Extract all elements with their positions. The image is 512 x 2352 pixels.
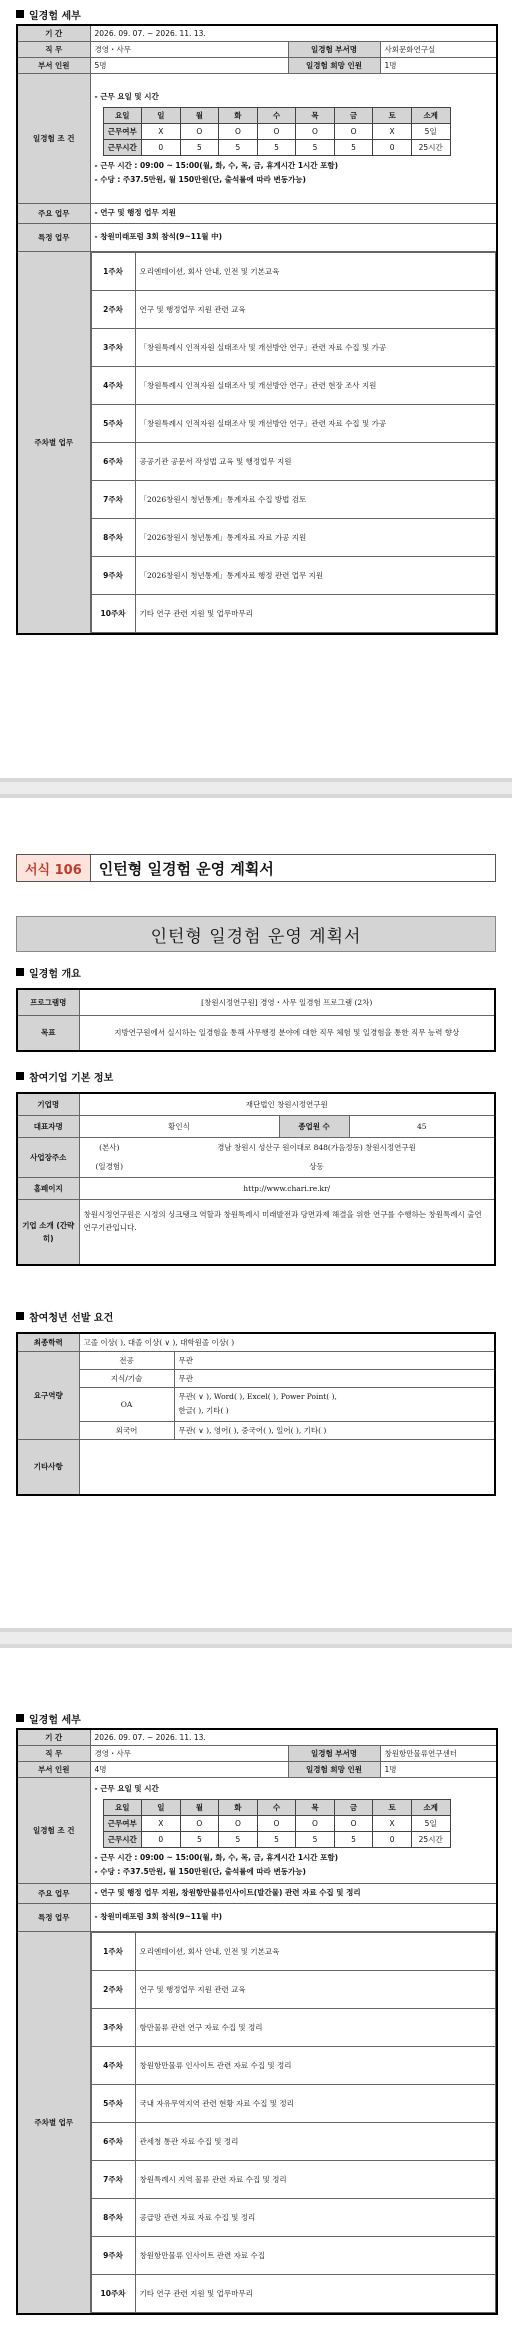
label-edu: 최종학력 xyxy=(17,1333,79,1351)
day-header: 소계 xyxy=(411,1799,450,1815)
week-no: 8주차 xyxy=(91,518,135,556)
day-header: 일 xyxy=(142,1799,181,1815)
day-header: 금 xyxy=(334,1799,373,1815)
label-company: 기업명 xyxy=(17,1093,79,1115)
week-no: 2주차 xyxy=(91,1970,135,2008)
main-value: - 연구 및 행정 업무 지원, 창원항만물류인사이트(발간물) 관련 자료 수집 및 정리 xyxy=(90,1883,497,1903)
week-no: 2주차 xyxy=(91,290,135,328)
section-heading xyxy=(0,1068,512,1084)
homepage-link[interactable]: http://www.chari.re.kr/ xyxy=(79,1177,495,1199)
row-label: 근무시간 xyxy=(103,139,142,155)
label-lang: 외국어 xyxy=(79,1421,174,1439)
row-label: 근무여부 xyxy=(103,1815,142,1831)
week-no: 7주차 xyxy=(91,480,135,518)
square-bullet-icon xyxy=(16,1714,24,1722)
label-ceo: 대표자명 xyxy=(17,1115,79,1137)
cell: X xyxy=(373,123,412,139)
day-header: 목 xyxy=(296,107,335,123)
label-special: 특정 업무 xyxy=(17,223,90,251)
cell: 5 xyxy=(180,1831,219,1847)
week-no: 8주차 xyxy=(91,2198,135,2236)
cell: 5 xyxy=(296,1831,335,1847)
detail-table-2 xyxy=(16,1728,498,2315)
cell: O xyxy=(334,1815,373,1831)
page-3 xyxy=(0,1648,512,2352)
week-no: 5주차 xyxy=(91,2084,135,2122)
job-value: 경영・사무 xyxy=(90,1745,288,1761)
square-bullet-icon xyxy=(16,968,24,976)
label-weekly: 주차별 업무 xyxy=(17,1931,90,2314)
week-task: 기타 연구 관련 지원 및 업무마무리 xyxy=(135,594,496,632)
label-staff: 부서 인원 xyxy=(17,1761,90,1777)
section-heading xyxy=(0,1710,512,1726)
detail-table-1 xyxy=(16,24,498,635)
special-value: - 창원미래포럼 3회 참석(9~11월 中) xyxy=(90,223,497,251)
square-bullet-icon xyxy=(16,1312,24,1320)
day-header: 월 xyxy=(180,1799,219,1815)
cell: X xyxy=(142,123,181,139)
form-title-box xyxy=(16,854,496,882)
addr-work-tag: (일경험) xyxy=(79,1157,139,1177)
day-header: 요일 xyxy=(103,107,142,123)
etc-value xyxy=(79,1439,495,1495)
overview-section xyxy=(0,964,512,1052)
label-cond: 일경험 조 건 xyxy=(17,1777,90,1883)
cell: 5 xyxy=(219,1831,258,1847)
cell: O xyxy=(257,1815,296,1831)
cell: 0 xyxy=(373,139,412,155)
cond-title: - 근무 요일 및 시간 xyxy=(94,91,159,101)
week-task: 창원항만물류 인사이트 관련 자료 수집 및 정리 xyxy=(135,2046,496,2084)
intro-value: 창원시정연구원은 시정의 싱크탱크 역할과 창원특례시 미래발전과 당면과제 해결을 위한 연구를 수행하는 창원특례시 출연 연구기관입니다. xyxy=(79,1199,495,1265)
label-oa: OA xyxy=(79,1387,174,1421)
youth-section xyxy=(0,1308,512,1496)
dept-value: 창원항만물류연구센터 xyxy=(380,1745,497,1761)
lang-value: 무관( ∨ ), 영어( ), 중국어( ), 일어( ), 기타( ) xyxy=(174,1421,495,1439)
staff-value: 5명 xyxy=(90,57,288,73)
week-no: 7주차 xyxy=(91,2160,135,2198)
special-value: - 창원미래포럼 3회 참석(9~11월 中) xyxy=(90,1903,497,1931)
day-header: 토 xyxy=(373,107,412,123)
week-task: 「2026창원시 청년통계」통계자료 수집 방법 검토 xyxy=(135,480,496,518)
youth-table xyxy=(16,1332,496,1496)
day-header: 금 xyxy=(334,107,373,123)
week-no: 9주차 xyxy=(91,2236,135,2274)
day-header: 화 xyxy=(219,107,258,123)
week-task: 창원항만물류 인사이트 관련 자료 수집 xyxy=(135,2236,496,2274)
cell: 25시간 xyxy=(411,139,450,155)
major-value: 무관 xyxy=(174,1351,495,1369)
emp-value: 45 xyxy=(349,1115,495,1137)
heading-text: 참여청년 선발 요건 xyxy=(29,1312,114,1324)
form-number-badge: 서식 106 xyxy=(17,855,91,881)
week-task: 국내 자유무역지역 관련 현황 자료 수집 및 정리 xyxy=(135,2084,496,2122)
pay-note: - 수당 : 주37.5만원, 월 150만원(단, 출석률에 따라 변동가능) xyxy=(94,1866,306,1876)
addr-main-tag: (본사) xyxy=(79,1137,139,1157)
week-task: 기타 연구 관련 지원 및 업무마무리 xyxy=(135,2274,496,2312)
week-no: 1주차 xyxy=(91,252,135,290)
staff-value: 4명 xyxy=(90,1761,288,1777)
week-task: 공공기관 공문서 작성법 교육 및 행정업무 지원 xyxy=(135,442,496,480)
page-2 xyxy=(0,798,512,1628)
time-note: - 근무 시간 : 09:00 ~ 15:00(월, 화, 수, 목, 금, 휴게시간 1시간 포함) xyxy=(94,160,339,170)
week-task: 공급망 관련 자료 자료 수집 및 정리 xyxy=(135,2198,496,2236)
goal-value: 지방연구원에서 실시하는 일경험을 통해 사무행정 분야에 대한 직무 체험 및 일경험을 통한 직무 능력 향상 xyxy=(79,1015,495,1051)
cell: 5 xyxy=(219,139,258,155)
oa-line-2: 한글( ), 기타( ) xyxy=(178,1406,229,1415)
cell: 5 xyxy=(296,139,335,155)
label-emp: 종업원 수 xyxy=(279,1115,349,1137)
document-title: 인턴형 일경험 운영 계획서 xyxy=(16,916,496,952)
dept-value: 사회문화연구실 xyxy=(380,41,497,57)
cell: 5 xyxy=(257,1831,296,1847)
wish-value: 1명 xyxy=(380,57,497,73)
cell: 0 xyxy=(373,1831,412,1847)
week-no: 4주차 xyxy=(91,2046,135,2084)
section-heading xyxy=(0,964,512,980)
label-special: 특정 업무 xyxy=(17,1903,90,1931)
week-no: 6주차 xyxy=(91,442,135,480)
label-intro: 기업 소개 (간략히) xyxy=(17,1199,79,1265)
week-no: 3주차 xyxy=(91,2008,135,2046)
week-task: 연구 및 행정업무 지원 관련 교육 xyxy=(135,290,496,328)
heading-text: 일경험 개요 xyxy=(29,968,81,980)
row-label: 근무시간 xyxy=(103,1831,142,1847)
week-no: 10주차 xyxy=(91,594,135,632)
wish-value: 1명 xyxy=(380,1761,497,1777)
label-etc: 기타사항 xyxy=(17,1439,79,1495)
overview-table xyxy=(16,988,496,1052)
week-task: 관세청 통관 자료 수집 및 정리 xyxy=(135,2122,496,2160)
label-addr: 사업장주소 xyxy=(17,1137,79,1177)
pay-note: - 수당 : 주37.5만원, 월 150만원(단, 출석률에 따라 변동가능) xyxy=(94,174,306,184)
cell: X xyxy=(142,1815,181,1831)
edu-value: 고졸 이상( ), 대졸 이상( ∨ ), 대학원졸 이상( ) xyxy=(79,1333,495,1351)
day-header: 일 xyxy=(142,107,181,123)
cell: X xyxy=(373,1815,412,1831)
week-no: 4주차 xyxy=(91,366,135,404)
label-period: 기 간 xyxy=(17,25,90,41)
week-task: 「창원특례시 인적자원 실태조사 및 개선방안 연구」관련 자료 수집 및 가공 xyxy=(135,328,496,366)
company-section xyxy=(0,1068,512,1266)
cell: 25시간 xyxy=(411,1831,450,1847)
heading-text: 일경험 세부 xyxy=(29,10,81,22)
cell: O xyxy=(296,1815,335,1831)
label-req: 요구역량 xyxy=(17,1351,79,1439)
skill-value: 무관 xyxy=(174,1369,495,1387)
week-task: 창원특례시 지역 물류 관련 자료 수집 및 정리 xyxy=(135,2160,496,2198)
cell: 5 xyxy=(257,139,296,155)
label-wish: 일경험 희망 인원 xyxy=(288,1761,380,1777)
addr-work-value: 상동 xyxy=(139,1157,495,1177)
day-header: 요일 xyxy=(103,1799,142,1815)
program-value: [창원시정연구원] 경영・사무 일경험 프로그램 (2차) xyxy=(79,989,495,1015)
oa-line-1: 무관( ∨ ), Word( ), Excel( ), Power Point( ), xyxy=(178,1392,337,1401)
label-period: 기 간 xyxy=(17,1729,90,1745)
label-program: 프로그램명 xyxy=(17,989,79,1015)
main-value: - 연구 및 행정 업무 지원 xyxy=(90,203,497,223)
cond-title: - 근무 요일 및 시간 xyxy=(94,1783,159,1793)
label-wish: 일경험 희망 인원 xyxy=(288,57,380,73)
cell: O xyxy=(180,1815,219,1831)
week-task: 「창원특례시 인적자원 실태조사 및 개선방안 연구」관련 현장 조사 지원 xyxy=(135,366,496,404)
day-header: 수 xyxy=(257,107,296,123)
day-header: 수 xyxy=(257,1799,296,1815)
week-task: 「창원특례시 인적자원 실태조사 및 개선방안 연구」관련 자료 수집 및 가공 xyxy=(135,404,496,442)
section-heading xyxy=(0,1308,512,1324)
period-value: 2026. 09. 07. ~ 2026. 11. 13. xyxy=(90,1729,497,1745)
label-major: 전공 xyxy=(79,1351,174,1369)
cell: 5 xyxy=(334,1831,373,1847)
heading-text: 일경험 세부 xyxy=(29,1714,81,1726)
week-no: 6주차 xyxy=(91,2122,135,2160)
form-title: 인턴형 일경험 운영 계획서 xyxy=(98,859,274,878)
company-value: 재단법인 창원시정연구원 xyxy=(79,1093,495,1115)
week-task: 「2026창원시 청년통계」통계자료 자료 가공 지원 xyxy=(135,518,496,556)
label-main: 주요 업무 xyxy=(17,203,90,223)
week-no: 9주차 xyxy=(91,556,135,594)
week-task: 연구 및 행정업무 지원 관련 교육 xyxy=(135,1970,496,2008)
label-home: 홈페이지 xyxy=(17,1177,79,1199)
square-bullet-icon xyxy=(16,10,24,18)
cell: 5일 xyxy=(411,1815,450,1831)
week-task: 오리엔테이션, 회사 안내, 인전 및 기본교육 xyxy=(135,1932,496,1970)
label-weekly: 주차별 업무 xyxy=(17,251,90,634)
label-staff: 부서 인원 xyxy=(17,57,90,73)
label-job: 직 무 xyxy=(17,1745,90,1761)
label-main: 주요 업무 xyxy=(17,1883,90,1903)
weekly-table xyxy=(91,252,497,633)
label-job: 직 무 xyxy=(17,41,90,57)
week-task: 「2026창원시 청년통계」통계자료 행정 관련 업무 지원 xyxy=(135,556,496,594)
page-separator xyxy=(0,778,512,798)
row-label: 근무여부 xyxy=(103,123,142,139)
week-task: 오리엔테이션, 회사 안내, 인전 및 기본교육 xyxy=(135,252,496,290)
job-value: 경영・사무 xyxy=(90,41,288,57)
section-heading xyxy=(0,6,512,22)
weekly-table xyxy=(91,1932,497,2313)
cell: O xyxy=(334,123,373,139)
ceo-value: 황인식 xyxy=(79,1115,279,1137)
label-skill: 지식/기술 xyxy=(79,1369,174,1387)
cell: 5 xyxy=(334,139,373,155)
cell: 0 xyxy=(142,1831,181,1847)
cell: O xyxy=(180,123,219,139)
day-header: 월 xyxy=(180,107,219,123)
week-no: 1주차 xyxy=(91,1932,135,1970)
schedule-table xyxy=(103,1799,451,1848)
page-1 xyxy=(0,0,512,780)
week-no: 5주차 xyxy=(91,404,135,442)
cell: O xyxy=(296,123,335,139)
page-separator xyxy=(0,1628,512,1648)
day-header: 화 xyxy=(219,1799,258,1815)
heading-text: 참여기업 기본 정보 xyxy=(29,1072,114,1084)
company-table xyxy=(16,1092,496,1266)
day-header: 목 xyxy=(296,1799,335,1815)
label-dept: 일경험 부서명 xyxy=(288,1745,380,1761)
label-cond: 일경험 조 건 xyxy=(17,73,90,203)
day-header: 토 xyxy=(373,1799,412,1815)
cell: O xyxy=(219,123,258,139)
day-header: 소계 xyxy=(411,107,450,123)
week-no: 3주차 xyxy=(91,328,135,366)
square-bullet-icon xyxy=(16,1072,24,1080)
cell: 5일 xyxy=(411,123,450,139)
cell: 0 xyxy=(142,139,181,155)
label-goal: 목표 xyxy=(17,1015,79,1051)
addr-main-value: 경남 창원시 성산구 원이대로 848(가음정동) 창원시정연구원 xyxy=(139,1137,495,1157)
period-value: 2026. 09. 07. ~ 2026. 11. 13. xyxy=(90,25,497,41)
cell: O xyxy=(257,123,296,139)
cell: 5 xyxy=(180,139,219,155)
cell: O xyxy=(219,1815,258,1831)
label-dept: 일경험 부서명 xyxy=(288,41,380,57)
week-no: 10주차 xyxy=(91,2274,135,2312)
schedule-table xyxy=(103,107,451,156)
week-task: 항만물류 관련 연구 자료 수집 및 정리 xyxy=(135,2008,496,2046)
time-note: - 근무 시간 : 09:00 ~ 15:00(월, 화, 수, 목, 금, 휴게시간 1시간 포함) xyxy=(94,1852,339,1862)
